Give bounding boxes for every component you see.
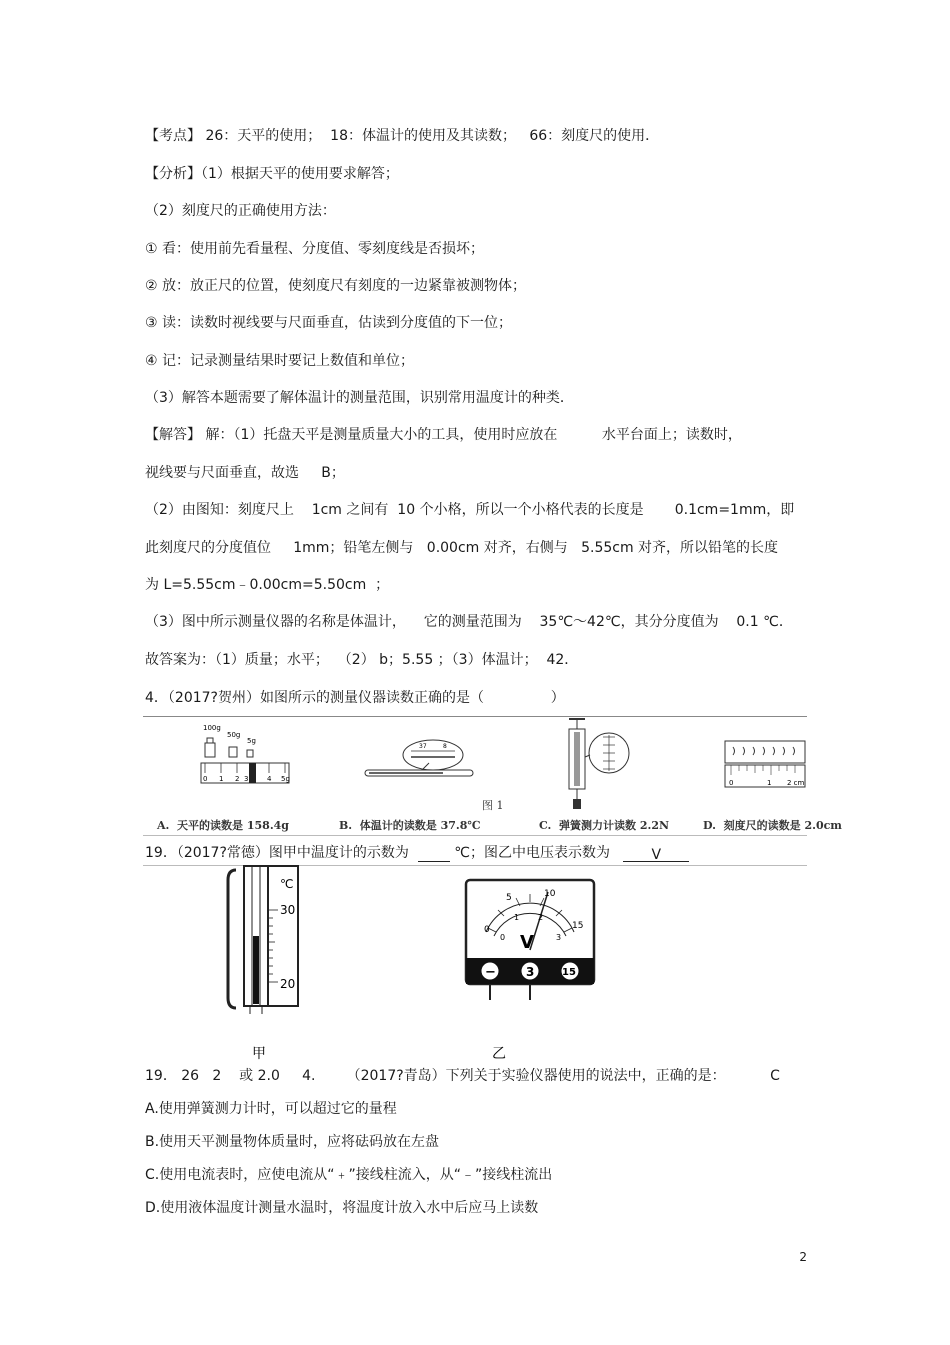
text-option-b: B.使用天平测量物体质量时，应将砝码放在左盘 bbox=[145, 1134, 440, 1150]
q19-part-b: ℃；图乙中电压表示数为 bbox=[454, 845, 624, 861]
volt-upper-5: 5 bbox=[506, 893, 512, 903]
volt-symbol: V bbox=[520, 932, 534, 953]
text-kaodian: 【考点】 26：天平的使用； 18：体温计的使用及其读数； 66：刻度尺的使用． bbox=[145, 128, 660, 144]
balance-tick-0: 0 bbox=[203, 775, 208, 783]
option-d-label: D. 刻度尺的读数是 2.0cm bbox=[703, 819, 842, 832]
terminal-15: 15 bbox=[562, 967, 576, 978]
text-line-15: 故答案为：（1）质量；水平； （2） b；5.55 ；（3）体温计； 42． bbox=[145, 652, 579, 668]
text-question-4: 4．（2017?贺州）如图所示的测量仪器读数正确的是（ ） bbox=[145, 690, 565, 706]
thermo-jia-tick-30: 30 bbox=[280, 903, 296, 917]
text-line-13: 为 L=5.55cm﹣0.00cm=5.50cm ； bbox=[145, 577, 390, 593]
weight-label-100g: 100g bbox=[203, 724, 221, 732]
text-fenxi: 【分析】（1）根据天平的使用要求解答； bbox=[145, 166, 399, 182]
option-c-label: C. 弹簧测力计读数 2.2N bbox=[539, 819, 670, 832]
ruler-tick-2: 2 cm bbox=[787, 779, 805, 787]
volt-lower-0: 0 bbox=[500, 933, 506, 942]
thermo-jia-tick-20: 20 bbox=[280, 977, 296, 991]
ruler-tick-0: 0 bbox=[729, 779, 734, 787]
volt-lower-3: 3 bbox=[556, 933, 562, 942]
weight-label-5g: 5g bbox=[247, 737, 256, 745]
volt-upper-0: 0 bbox=[484, 925, 490, 935]
text-question-19 bbox=[145, 844, 689, 862]
voltmeter-yi-drawing bbox=[466, 880, 594, 1000]
ruler-tick-1: 1 bbox=[767, 779, 772, 787]
balance-tick-5: 5g bbox=[281, 775, 290, 783]
text-line-14: （3）图中所示测量仪器的名称是体温计， 它的测量范围为 35℃～42℃，其分分度值为 0.1 ℃． bbox=[145, 614, 793, 630]
label-jia: 甲 bbox=[252, 1046, 266, 1062]
q19-blank-2 bbox=[623, 846, 689, 862]
figure-2 bbox=[220, 862, 620, 1062]
page-number: 2 bbox=[799, 1250, 807, 1264]
volt-upper-10: 10 bbox=[544, 889, 556, 899]
terminal-minus: − bbox=[485, 965, 496, 980]
balance-tick-3: 3 bbox=[244, 775, 249, 783]
spring-scale-drawing bbox=[569, 719, 629, 809]
text-line-6: ③ 读：读数时视线要与尺面垂直，估读到分度值的下一位； bbox=[145, 315, 512, 331]
weight-label-50g: 50g bbox=[227, 731, 241, 739]
clinical-thermometer-drawing bbox=[365, 740, 473, 776]
text-line-11: （2）由图知：刻度尺上 1cm 之间有 10 个小格，所以一个小格代表的长度是 0.1cm=1mm，即 bbox=[145, 502, 795, 518]
text-option-d: D.使用液体温度计测量水温时，将温度计放入水中后应马上读数 bbox=[145, 1200, 539, 1216]
balance-tick-2: 2 bbox=[235, 775, 240, 783]
figure-1-caption: 图 1 bbox=[482, 799, 504, 812]
terminal-3: 3 bbox=[526, 965, 535, 979]
thermo-b-tick-37: 37 bbox=[419, 743, 427, 750]
label-yi: 乙 bbox=[492, 1046, 506, 1062]
text-jieda: 【解答】 解：（1）托盘天平是测量质量大小的工具，使用时应放在 水平台面上；读数时， bbox=[145, 427, 742, 443]
text-line-7: ④ 记：记录测量结果时要记上数值和单位； bbox=[145, 353, 414, 369]
text-answers: 19． 26 2 或 2.0 4. （2017?青岛）下列关于实验仪器使用的说法中，正确的是： C bbox=[145, 1068, 780, 1084]
text-line-4: ① 看：使用前先看量程、分度值、零刻度线是否损坏； bbox=[145, 241, 484, 257]
option-a-label: A. 天平的读数是 158.4g bbox=[157, 819, 289, 832]
text-line-8: （3）解答本题需要了解体温计的测量范围，识别常用温度计的种类． bbox=[145, 390, 574, 406]
thermo-b-tick-8: 8 bbox=[443, 743, 447, 750]
volt-upper-15: 15 bbox=[572, 921, 584, 931]
text-line-3: （2）刻度尺的正确使用方法： bbox=[145, 203, 336, 219]
thermometer-jia-drawing bbox=[228, 866, 298, 1014]
option-b-label: B. 体温计的读数是 37.8℃ bbox=[339, 819, 481, 832]
q19-blank-1 bbox=[418, 846, 450, 862]
text-option-a: A.使用弹簧测力计时，可以超过它的量程 bbox=[145, 1101, 397, 1117]
text-line-5: ② 放：放正尺的位置，使刻度尺有刻度的一边紧靠被测物体； bbox=[145, 278, 526, 294]
text-option-c: C.使用电流表时，应使电流从“﹢”接线柱流入，从“﹣”接线柱流出 bbox=[145, 1167, 553, 1183]
balance-tick-4: 4 bbox=[267, 775, 272, 783]
text-line-12: 此刻度尺的分度值位 1mm；铅笔左侧与 0.00cm 对齐，右侧与 5.55cm 对齐，所以铅笔的长度 bbox=[145, 540, 779, 556]
text-line-10: 视线要与尺面垂直，故选 B； bbox=[145, 465, 345, 481]
q19-part-a: 19．（2017?常德）图甲中温度计的示数为 bbox=[145, 845, 418, 861]
ruler-drawing bbox=[725, 741, 805, 787]
balance-tick-1: 1 bbox=[219, 775, 224, 783]
thermo-jia-unit: ℃ bbox=[280, 877, 294, 891]
balance-scale-drawing bbox=[201, 724, 290, 783]
volt-lower-2: 2 bbox=[538, 913, 544, 922]
q19-unit-v: V bbox=[651, 847, 662, 863]
volt-lower-1: 1 bbox=[514, 913, 520, 922]
